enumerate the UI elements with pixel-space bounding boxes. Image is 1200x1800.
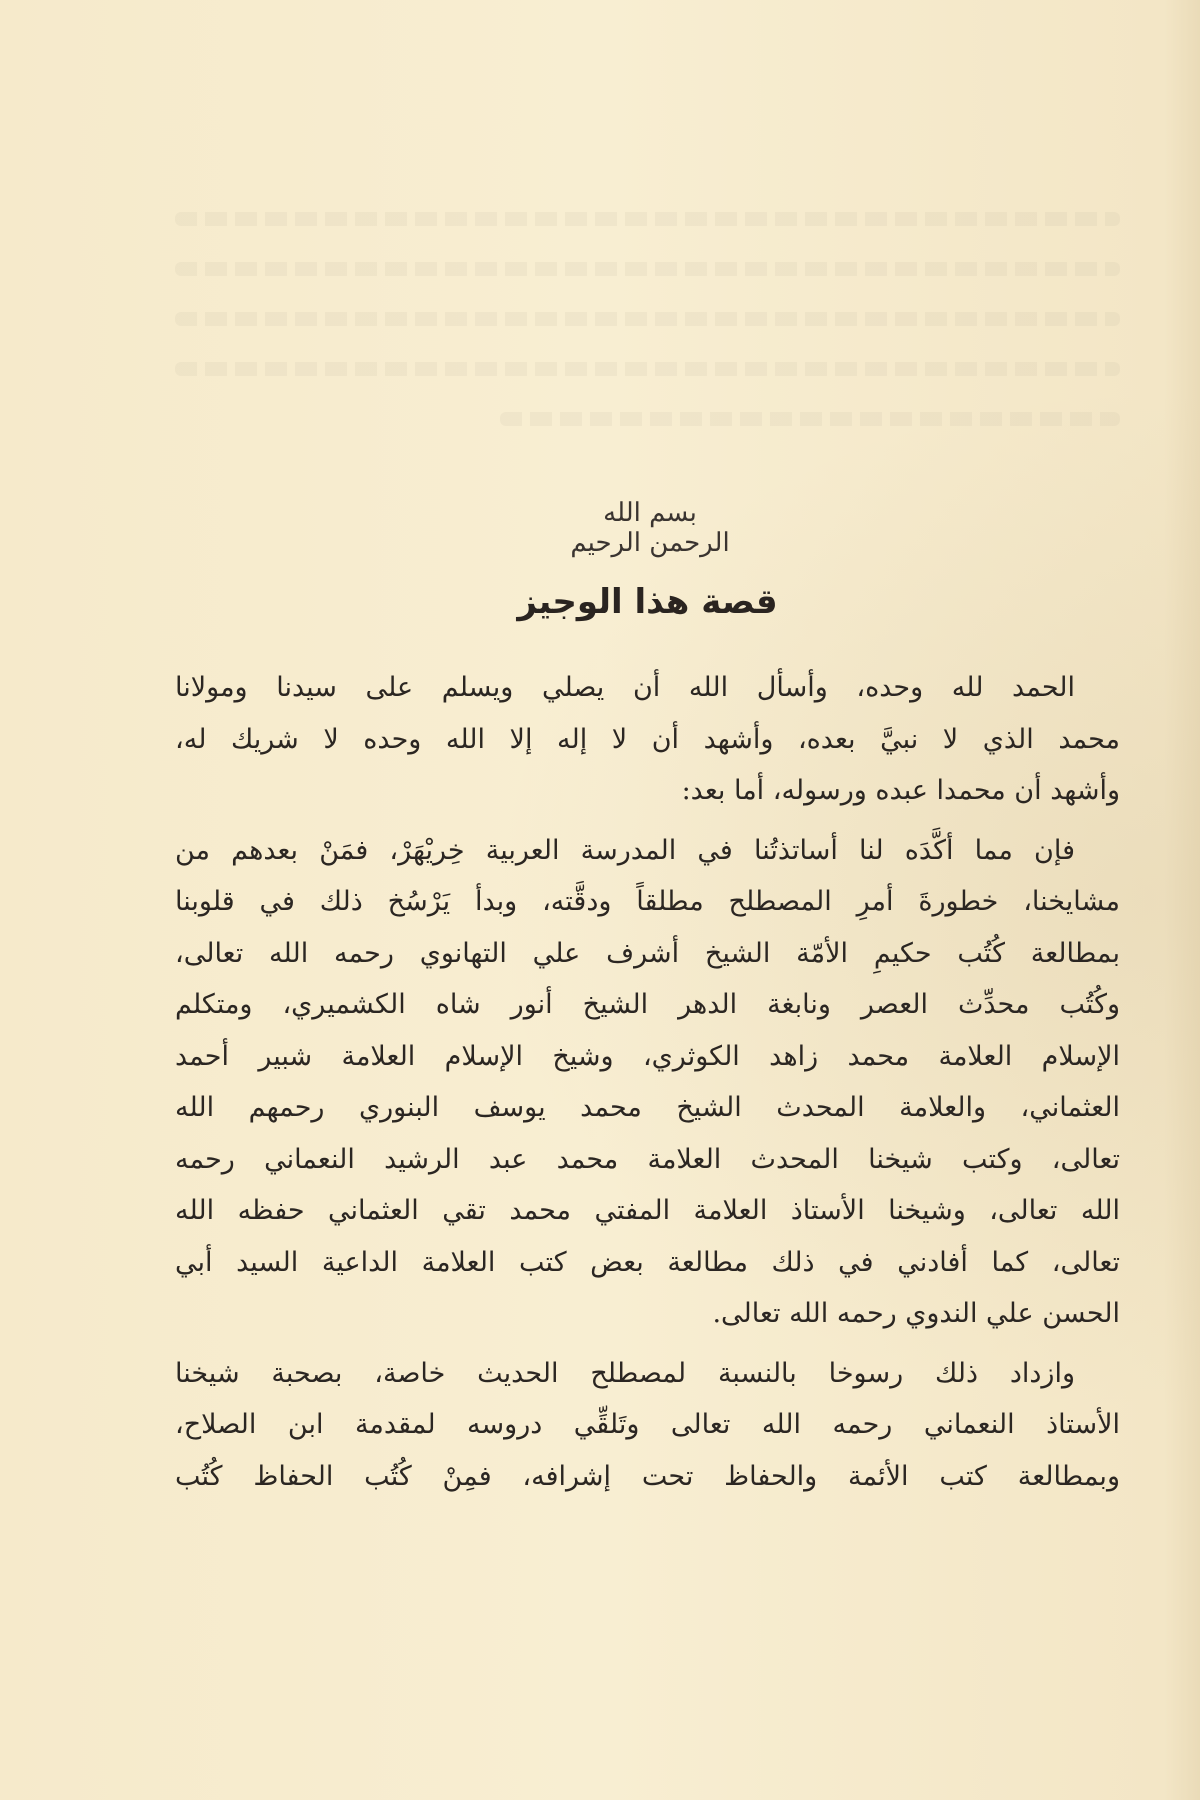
text-line: وأشهد أن محمدا عبده ورسوله، أما بعد: bbox=[681, 775, 1120, 806]
body-text bbox=[175, 662, 1120, 1510]
text-line: الإسلام العلامة محمد زاهد الكوثري، وشيخ الإسلام العلامة شبير أحمد bbox=[175, 1040, 1120, 1072]
paragraph-2 bbox=[175, 825, 1120, 1340]
text-line: الحمد لله وحده، وأسأل الله أن يصلي ويسلم على سيدنا ومولانا bbox=[175, 672, 1075, 703]
basmala-calligraphy: بسم الله الرحمن الرحيم bbox=[570, 498, 730, 558]
text-line: العثماني، والعلامة المحدث الشيخ محمد يوسف البنوري رحمهم الله bbox=[175, 1092, 1120, 1123]
text-line: الحسن علي الندوي رحمه الله تعالى. bbox=[712, 1298, 1120, 1329]
text-line: وكُتُب محدِّث العصر ونابغة الدهر الشيخ أنور شاه الكشميري، ومتكلم bbox=[175, 989, 1120, 1020]
bleed-through-line bbox=[500, 412, 1120, 426]
text-line: تعالى، وكتب شيخنا المحدث العلامة محمد عبد الرشيد النعماني رحمه bbox=[175, 1143, 1120, 1175]
text-line: مشايخنا، خطورةَ أمرِ المصطلح مطلقاً ودقَّته، وبدأ يَرْسُخ ذلك في قلوبنا bbox=[175, 886, 1120, 917]
text-line: تعالى، كما أفادني في ذلك مطالعة بعض كتب العلامة الداعية السيد أبي bbox=[175, 1246, 1120, 1278]
text-line: فإن مما أكَّدَه لنا أساتذتُنا في المدرسة العربية خِريْهَرْ، فمَنْ بعدهم من bbox=[175, 834, 1075, 866]
bleed-through-line bbox=[175, 312, 1120, 326]
bleed-through-line bbox=[175, 212, 1120, 226]
text-line: وبمطالعة كتب الأئمة والحفاظ تحت إشرافه، فمِنْ كُتُب الحفاظ كُتُب bbox=[175, 1460, 1120, 1492]
bleed-through-line bbox=[175, 362, 1120, 376]
text-line: الله تعالى، وشيخنا الأستاذ العلامة المفتي محمد تقي العثماني حفظه الله bbox=[175, 1195, 1120, 1226]
paragraph-3 bbox=[175, 1348, 1120, 1503]
paragraph-1 bbox=[175, 662, 1120, 817]
text-line: محمد الذي لا نبيَّ بعده، وأشهد أن لا إله إلا الله وحده لا شريك له، bbox=[175, 723, 1120, 755]
text-line: الأستاذ النعماني رحمه الله تعالى وتَلقِّي دروسه لمقدمة ابن الصلاح، bbox=[175, 1409, 1120, 1440]
text-line: وازداد ذلك رسوخا بالنسبة لمصطلح الحديث خاصة، بصحبة شيخنا bbox=[175, 1357, 1075, 1389]
bleed-through-line bbox=[175, 262, 1120, 276]
text-line: بمطالعة كُتُب حكيمِ الأمّة الشيخ أشرف علي التهانوي رحمه الله تعالى، bbox=[175, 937, 1120, 969]
page-title: قصة هذا الوجيز bbox=[517, 582, 778, 622]
